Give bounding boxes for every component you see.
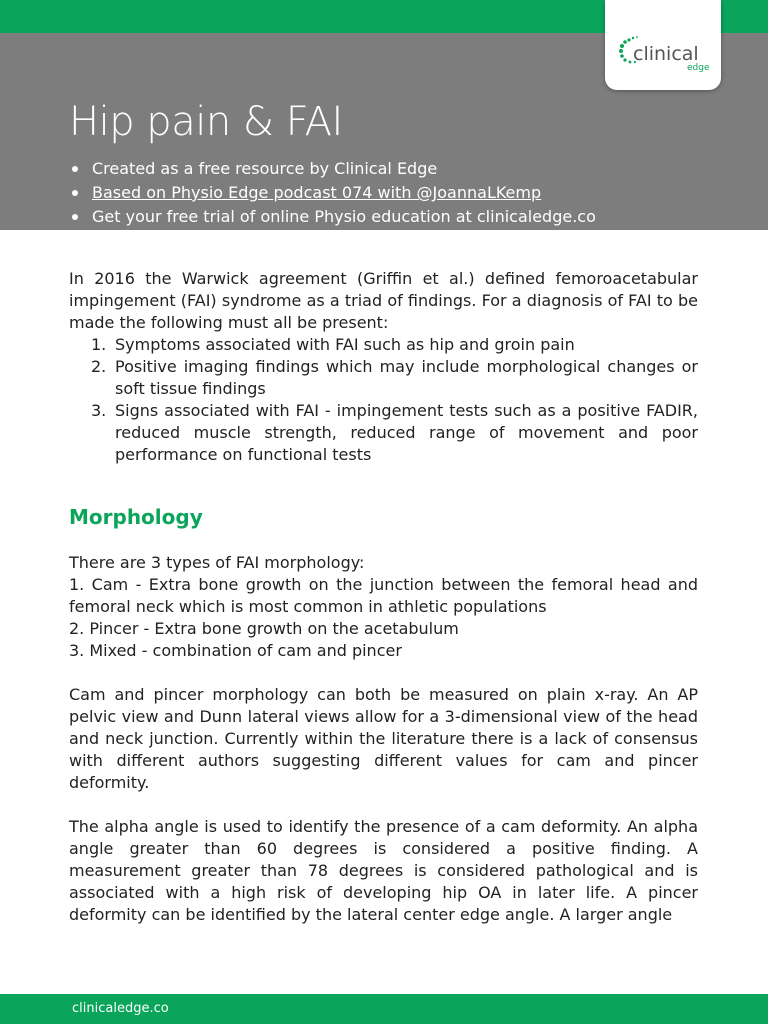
section-heading-morphology: Morphology [69,505,203,529]
podcast-link[interactable]: Based on Physio Edge podcast 074 with @JoannaLKemp [72,181,596,205]
logo-word: clinical [633,43,699,65]
intro-paragraph: In 2016 the Warwick agreement (Griffin et al.) defined femoroacetabular impingement (FAI) syndrome as a triad of findings. For a diagnosis of FAI to be made the following must all be present: [69,269,698,332]
clinical-edge-logo [605,0,721,90]
clinical-edge-swirl-logo-icon [615,32,715,72]
header-bullet-item: Created as a free resource by Clinical Edge [72,157,596,181]
alpha-angle-paragraph: The alpha angle is used to identify the presence of a cam deformity. An alpha angle greater than 60 degrees is considered a positive finding. A measurement greater than 78 degrees is considered pathological and is associated with a high risk of developing hip OA in later life. A pincer deformity can be identified by the lateral center edge angle. A larger angle [69,817,698,924]
header-bullet-list [72,157,596,229]
list-item: 3. Signs associated with FAI - impingement tests such as a positive FADIR, reduced muscle strength, reduced range of movement and poor performance on functional tests [91,401,698,464]
header-bullet-item: Get your free trial of online Physio education at clinicaledge.co [72,205,596,229]
morphology-line: 2. Pincer - Extra bone growth on the acetabulum [69,619,459,638]
morphology-line: 3. Mixed - combination of cam and pincer [69,641,402,660]
morphology-line: 1. Cam - Extra bone growth on the junction between the femoral head and femoral neck which is most common in athletic populations [69,575,698,616]
diagnosis-criteria-list [69,334,698,466]
main-content [69,268,698,926]
paragraph-spacer [69,662,698,684]
xray-paragraph: Cam and pincer morphology can both be measured on plain x-ray. An AP pelvic view and Dunn lateral views allow for a 3-dimensional view of the head and neck junction. Currently within the literature there is a lack of consensus with different authors suggesting different values for cam and pincer deformity. [69,685,698,792]
paragraph-spacer [69,794,698,816]
list-item: 1. Symptoms associated with FAI such as hip and groin pain [91,335,575,354]
logo-subword: edge [687,63,710,72]
page-title: Hip pain & FAI [69,99,343,145]
list-item: 2. Positive imaging findings which may include morphological changes or soft tissue findings [91,357,698,398]
morphology-line: There are 3 types of FAI morphology: [69,553,365,572]
footer-bar [0,994,768,1024]
footer-website-link[interactable]: clinicaledge.co [72,1001,169,1016]
